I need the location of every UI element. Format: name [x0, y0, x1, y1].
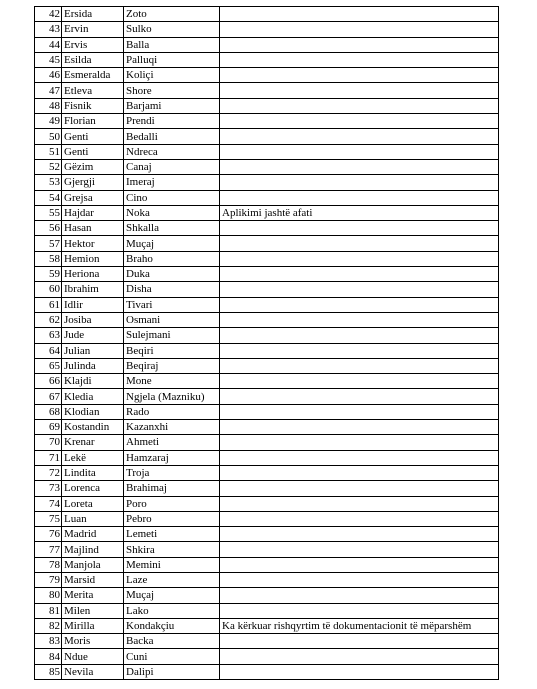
table-row	[35, 22, 499, 37]
first-name-cell: Hasan	[62, 221, 124, 236]
first-name-cell: Lekë	[62, 450, 124, 465]
first-name-cell: Milen	[62, 603, 124, 618]
last-name-cell: Ndreca	[124, 144, 220, 159]
table-row	[35, 511, 499, 526]
row-number: 69	[35, 420, 62, 435]
row-number: 47	[35, 83, 62, 98]
table-row	[35, 7, 499, 22]
note-cell	[220, 236, 499, 251]
note-cell	[220, 527, 499, 542]
row-number: 73	[35, 481, 62, 496]
note-cell	[220, 144, 499, 159]
note-cell	[220, 511, 499, 526]
row-number: 63	[35, 328, 62, 343]
table-row	[35, 236, 499, 251]
table-row	[35, 557, 499, 572]
first-name-cell: Loreta	[62, 496, 124, 511]
row-number: 78	[35, 557, 62, 572]
last-name-cell: Mone	[124, 374, 220, 389]
note-cell	[220, 98, 499, 113]
note-cell	[220, 404, 499, 419]
last-name-cell: Cuni	[124, 649, 220, 664]
first-name-cell: Nevila	[62, 664, 124, 679]
first-name-cell: Gjergji	[62, 175, 124, 190]
last-name-cell: Balla	[124, 37, 220, 52]
row-number: 54	[35, 190, 62, 205]
table-row	[35, 159, 499, 174]
note-cell	[220, 420, 499, 435]
first-name-cell: Florian	[62, 114, 124, 129]
last-name-cell: Beqiri	[124, 343, 220, 358]
row-number: 67	[35, 389, 62, 404]
last-name-cell: Imeraj	[124, 175, 220, 190]
first-name-cell: Ibrahim	[62, 282, 124, 297]
note-cell	[220, 465, 499, 480]
row-number: 52	[35, 159, 62, 174]
note-cell	[220, 328, 499, 343]
note-cell	[220, 542, 499, 557]
table-row	[35, 129, 499, 144]
row-number: 48	[35, 98, 62, 113]
last-name-cell: Dalipi	[124, 664, 220, 679]
row-number: 42	[35, 7, 62, 22]
note-cell	[220, 68, 499, 83]
table-row	[35, 649, 499, 664]
last-name-cell: Lako	[124, 603, 220, 618]
row-number: 57	[35, 236, 62, 251]
last-name-cell: Pebro	[124, 511, 220, 526]
first-name-cell: Heriona	[62, 267, 124, 282]
row-number: 64	[35, 343, 62, 358]
last-name-cell: Sulko	[124, 22, 220, 37]
first-name-cell: Mirilla	[62, 618, 124, 633]
note-cell	[220, 664, 499, 679]
note-cell	[220, 190, 499, 205]
row-number: 81	[35, 603, 62, 618]
last-name-cell: Ngjela (Mazniku)	[124, 389, 220, 404]
last-name-cell: Kazanxhi	[124, 420, 220, 435]
table-row	[35, 572, 499, 587]
table-row	[35, 83, 499, 98]
table-row	[35, 404, 499, 419]
last-name-cell: Koliçi	[124, 68, 220, 83]
row-number: 72	[35, 465, 62, 480]
first-name-cell: Gëzim	[62, 159, 124, 174]
first-name-cell: Lindita	[62, 465, 124, 480]
row-number: 49	[35, 114, 62, 129]
note-cell	[220, 114, 499, 129]
row-number: 46	[35, 68, 62, 83]
row-number: 80	[35, 588, 62, 603]
row-number: 50	[35, 129, 62, 144]
document-page	[34, 6, 499, 680]
first-name-cell: Etleva	[62, 83, 124, 98]
table-row	[35, 282, 499, 297]
first-name-cell: Luan	[62, 511, 124, 526]
first-name-cell: Moris	[62, 634, 124, 649]
last-name-cell: Cino	[124, 190, 220, 205]
row-number: 85	[35, 664, 62, 679]
row-number: 68	[35, 404, 62, 419]
row-number: 74	[35, 496, 62, 511]
row-number: 77	[35, 542, 62, 557]
table-row	[35, 527, 499, 542]
first-name-cell: Manjola	[62, 557, 124, 572]
first-name-cell: Lorenca	[62, 481, 124, 496]
table-row	[35, 297, 499, 312]
row-number: 82	[35, 618, 62, 633]
note-cell	[220, 7, 499, 22]
first-name-cell: Idlir	[62, 297, 124, 312]
table-row	[35, 144, 499, 159]
row-number: 51	[35, 144, 62, 159]
first-name-cell: Marsid	[62, 572, 124, 587]
table-row	[35, 618, 499, 633]
table-row	[35, 374, 499, 389]
last-name-cell: Ahmeti	[124, 435, 220, 450]
table-row	[35, 251, 499, 266]
row-number: 45	[35, 52, 62, 67]
last-name-cell: Zoto	[124, 7, 220, 22]
table-row	[35, 435, 499, 450]
note-cell	[220, 481, 499, 496]
first-name-cell: Merita	[62, 588, 124, 603]
applicants-table	[34, 6, 499, 680]
table-row	[35, 190, 499, 205]
note-cell	[220, 52, 499, 67]
note-cell	[220, 159, 499, 174]
row-number: 59	[35, 267, 62, 282]
table-row	[35, 328, 499, 343]
last-name-cell: Noka	[124, 205, 220, 220]
first-name-cell: Esilda	[62, 52, 124, 67]
table-row	[35, 664, 499, 679]
last-name-cell: Barjami	[124, 98, 220, 113]
first-name-cell: Hektor	[62, 236, 124, 251]
first-name-cell: Hajdar	[62, 205, 124, 220]
last-name-cell: Muçaj	[124, 236, 220, 251]
note-cell	[220, 450, 499, 465]
table-row	[35, 205, 499, 220]
note-cell	[220, 37, 499, 52]
first-name-cell: Ndue	[62, 649, 124, 664]
first-name-cell: Grejsa	[62, 190, 124, 205]
last-name-cell: Tivari	[124, 297, 220, 312]
last-name-cell: Shkalla	[124, 221, 220, 236]
table-row	[35, 37, 499, 52]
table-row	[35, 542, 499, 557]
table-row	[35, 420, 499, 435]
first-name-cell: Jude	[62, 328, 124, 343]
last-name-cell: Laze	[124, 572, 220, 587]
first-name-cell: Krenar	[62, 435, 124, 450]
row-number: 55	[35, 205, 62, 220]
note-cell	[220, 343, 499, 358]
note-cell	[220, 374, 499, 389]
note-cell	[220, 588, 499, 603]
note-cell	[220, 435, 499, 450]
last-name-cell: Duka	[124, 267, 220, 282]
note-cell	[220, 282, 499, 297]
note-cell	[220, 175, 499, 190]
first-name-cell: Hemion	[62, 251, 124, 266]
row-number: 43	[35, 22, 62, 37]
first-name-cell: Ervin	[62, 22, 124, 37]
note-cell	[220, 297, 499, 312]
note-cell: Ka kërkuar rishqyrtim të dokumentacionit të mëparshëm	[220, 618, 499, 633]
table-row	[35, 465, 499, 480]
note-cell	[220, 251, 499, 266]
last-name-cell: Brahimaj	[124, 481, 220, 496]
first-name-cell: Kostandin	[62, 420, 124, 435]
last-name-cell: Palluqi	[124, 52, 220, 67]
row-number: 53	[35, 175, 62, 190]
applicants-table-body	[35, 7, 499, 680]
first-name-cell: Josiba	[62, 312, 124, 327]
row-number: 76	[35, 527, 62, 542]
note-cell	[220, 358, 499, 373]
last-name-cell: Rado	[124, 404, 220, 419]
last-name-cell: Lemeti	[124, 527, 220, 542]
table-row	[35, 221, 499, 236]
note-cell	[220, 496, 499, 511]
table-row	[35, 389, 499, 404]
row-number: 83	[35, 634, 62, 649]
first-name-cell: Julinda	[62, 358, 124, 373]
last-name-cell: Canaj	[124, 159, 220, 174]
note-cell	[220, 557, 499, 572]
last-name-cell: Bedalli	[124, 129, 220, 144]
last-name-cell: Troja	[124, 465, 220, 480]
row-number: 60	[35, 282, 62, 297]
note-cell	[220, 649, 499, 664]
table-row	[35, 52, 499, 67]
last-name-cell: Disha	[124, 282, 220, 297]
note-cell	[220, 603, 499, 618]
table-row	[35, 481, 499, 496]
last-name-cell: Memini	[124, 557, 220, 572]
first-name-cell: Ersida	[62, 7, 124, 22]
first-name-cell: Genti	[62, 144, 124, 159]
first-name-cell: Julian	[62, 343, 124, 358]
table-row	[35, 312, 499, 327]
note-cell	[220, 22, 499, 37]
first-name-cell: Ervis	[62, 37, 124, 52]
note-cell	[220, 572, 499, 587]
last-name-cell: Prendi	[124, 114, 220, 129]
note-cell: Aplikimi jashtë afati	[220, 205, 499, 220]
last-name-cell: Shkira	[124, 542, 220, 557]
table-row	[35, 68, 499, 83]
note-cell	[220, 83, 499, 98]
last-name-cell: Sulejmani	[124, 328, 220, 343]
note-cell	[220, 221, 499, 236]
row-number: 79	[35, 572, 62, 587]
table-row	[35, 343, 499, 358]
last-name-cell: Backa	[124, 634, 220, 649]
first-name-cell: Klajdi	[62, 374, 124, 389]
last-name-cell: Osmani	[124, 312, 220, 327]
table-row	[35, 267, 499, 282]
first-name-cell: Genti	[62, 129, 124, 144]
note-cell	[220, 129, 499, 144]
table-row	[35, 114, 499, 129]
first-name-cell: Fisnik	[62, 98, 124, 113]
first-name-cell: Kledia	[62, 389, 124, 404]
table-row	[35, 358, 499, 373]
row-number: 44	[35, 37, 62, 52]
row-number: 66	[35, 374, 62, 389]
table-row	[35, 496, 499, 511]
table-row	[35, 98, 499, 113]
note-cell	[220, 312, 499, 327]
note-cell	[220, 389, 499, 404]
last-name-cell: Braho	[124, 251, 220, 266]
row-number: 58	[35, 251, 62, 266]
first-name-cell: Klodian	[62, 404, 124, 419]
note-cell	[220, 267, 499, 282]
row-number: 62	[35, 312, 62, 327]
row-number: 75	[35, 511, 62, 526]
table-row	[35, 634, 499, 649]
table-row	[35, 588, 499, 603]
first-name-cell: Majlind	[62, 542, 124, 557]
row-number: 56	[35, 221, 62, 236]
last-name-cell: Poro	[124, 496, 220, 511]
last-name-cell: Shore	[124, 83, 220, 98]
row-number: 65	[35, 358, 62, 373]
last-name-cell: Muçaj	[124, 588, 220, 603]
first-name-cell: Madrid	[62, 527, 124, 542]
row-number: 61	[35, 297, 62, 312]
first-name-cell: Esmeralda	[62, 68, 124, 83]
table-row	[35, 450, 499, 465]
table-row	[35, 175, 499, 190]
last-name-cell: Beqiraj	[124, 358, 220, 373]
note-cell	[220, 634, 499, 649]
table-row	[35, 603, 499, 618]
row-number: 71	[35, 450, 62, 465]
last-name-cell: Kondakçiu	[124, 618, 220, 633]
row-number: 84	[35, 649, 62, 664]
last-name-cell: Hamzaraj	[124, 450, 220, 465]
row-number: 70	[35, 435, 62, 450]
